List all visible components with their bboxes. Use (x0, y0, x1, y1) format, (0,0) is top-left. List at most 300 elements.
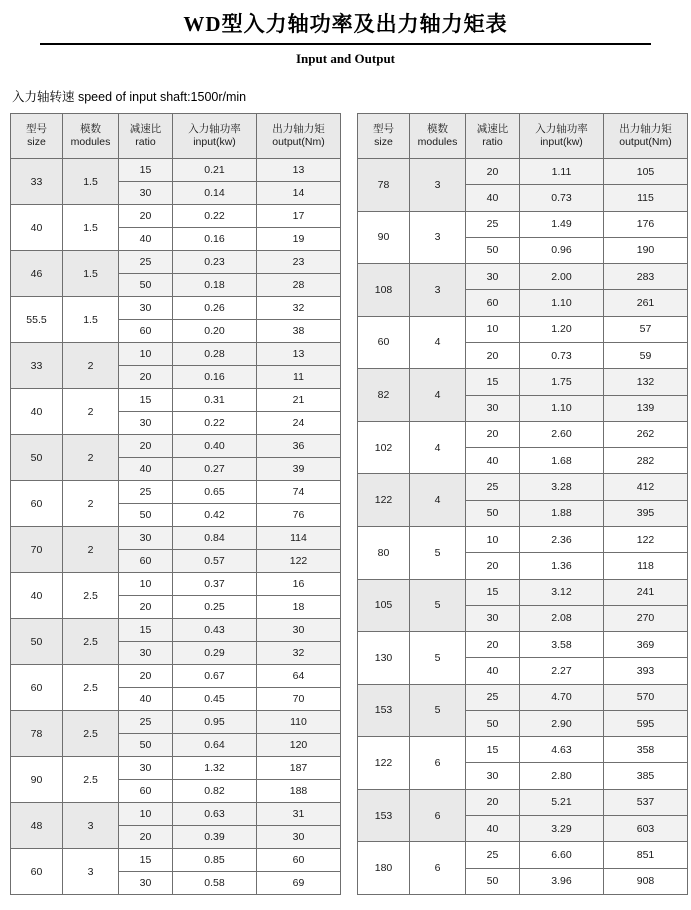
header-output (604, 114, 688, 159)
table-row (11, 757, 341, 780)
cell-ratio: 10 (119, 573, 173, 596)
cell-ratio: 25 (119, 251, 173, 274)
cell-ratio: 30 (119, 527, 173, 550)
left-spec-table (10, 113, 341, 895)
cell-input-kw: 3.58 (520, 632, 604, 658)
input-speed-note: 入力轴转速 speed of input shaft:1500r/min (12, 90, 247, 104)
cell-modules: 2.5 (63, 665, 119, 711)
cell-output-nm: 60 (257, 849, 341, 872)
cell-output-nm: 190 (604, 237, 688, 263)
cell-size: 60 (11, 481, 63, 527)
cell-modules: 6 (410, 789, 466, 842)
cell-input-kw: 0.42 (173, 504, 257, 527)
cell-size: 40 (11, 573, 63, 619)
cell-output-nm: 122 (604, 526, 688, 552)
header-size-en: size (374, 136, 393, 148)
header-ratio-en: ratio (482, 136, 503, 148)
table-row (358, 316, 688, 342)
cell-modules: 2.5 (63, 711, 119, 757)
header-size-en: size (27, 136, 46, 148)
cell-ratio: 10 (466, 526, 520, 552)
cell-size: 78 (11, 711, 63, 757)
table-row (11, 251, 341, 274)
cell-modules: 5 (410, 579, 466, 632)
cell-ratio: 60 (119, 780, 173, 803)
cell-modules: 5 (410, 684, 466, 737)
cell-modules: 4 (410, 421, 466, 474)
cell-output-nm: 11 (257, 366, 341, 389)
cell-ratio: 20 (119, 665, 173, 688)
cell-size: 55.5 (11, 297, 63, 343)
cell-output-nm: 393 (604, 658, 688, 684)
right-table-header (358, 114, 688, 159)
cell-ratio: 60 (119, 550, 173, 573)
cell-ratio: 60 (466, 290, 520, 316)
header-ratio-cn: 减速比 (476, 122, 509, 135)
cell-output-nm: 851 (604, 842, 688, 868)
cell-output-nm: 118 (604, 553, 688, 579)
left-table-header (11, 114, 341, 159)
cell-ratio: 20 (119, 826, 173, 849)
cell-modules: 1.5 (63, 205, 119, 251)
cell-output-nm: 187 (257, 757, 341, 780)
cell-output-nm: 395 (604, 500, 688, 526)
table-row (11, 849, 341, 872)
header-output-en: output(Nm) (272, 136, 325, 148)
cell-input-kw: 3.12 (520, 579, 604, 605)
cell-output-nm: 603 (604, 816, 688, 842)
cell-output-nm: 14 (257, 182, 341, 205)
cell-input-kw: 1.36 (520, 553, 604, 579)
header-ratio-en: ratio (135, 136, 156, 148)
cell-input-kw: 0.14 (173, 182, 257, 205)
cell-modules: 5 (410, 632, 466, 685)
table-row (11, 665, 341, 688)
cell-size: 33 (11, 343, 63, 389)
cell-size: 90 (11, 757, 63, 803)
cell-modules: 6 (410, 737, 466, 790)
cell-output-nm: 57 (604, 316, 688, 342)
cell-ratio: 15 (119, 389, 173, 412)
table-row (358, 842, 688, 868)
cell-size: 50 (11, 435, 63, 481)
cell-input-kw: 2.60 (520, 421, 604, 447)
table-row (11, 389, 341, 412)
cell-ratio: 50 (466, 868, 520, 894)
cell-output-nm: 105 (604, 159, 688, 185)
cell-output-nm: 70 (257, 688, 341, 711)
cell-modules: 4 (410, 369, 466, 422)
cell-size: 60 (11, 665, 63, 711)
cell-input-kw: 0.27 (173, 458, 257, 481)
cell-ratio: 25 (466, 684, 520, 710)
cell-output-nm: 30 (257, 619, 341, 642)
cell-size: 180 (358, 842, 410, 895)
cell-output-nm: 36 (257, 435, 341, 458)
table-row (11, 343, 341, 366)
cell-input-kw: 0.26 (173, 297, 257, 320)
table-row (11, 159, 341, 182)
page-title-cn: WD型入力轴功率及出力轴力矩表 (183, 12, 508, 36)
cell-output-nm: 110 (257, 711, 341, 734)
cell-ratio: 30 (119, 297, 173, 320)
cell-output-nm: 17 (257, 205, 341, 228)
cell-output-nm: 358 (604, 737, 688, 763)
table-row (358, 369, 688, 395)
cell-input-kw: 3.29 (520, 816, 604, 842)
cell-input-kw: 0.39 (173, 826, 257, 849)
cell-modules: 1.5 (63, 297, 119, 343)
header-output-cn: 出力轴力矩 (272, 122, 325, 135)
cell-input-kw: 0.45 (173, 688, 257, 711)
cell-modules: 5 (410, 526, 466, 579)
cell-output-nm: 69 (257, 872, 341, 895)
cell-ratio: 50 (119, 274, 173, 297)
cell-ratio: 10 (119, 343, 173, 366)
title-divider (40, 43, 651, 45)
cell-output-nm: 120 (257, 734, 341, 757)
right-spec-table (357, 113, 688, 895)
cell-input-kw: 1.49 (520, 211, 604, 237)
cell-ratio: 30 (466, 605, 520, 631)
cell-size: 60 (358, 316, 410, 369)
table-row (358, 526, 688, 552)
cell-ratio: 20 (466, 421, 520, 447)
cell-modules: 2 (63, 527, 119, 573)
cell-modules: 2 (63, 389, 119, 435)
cell-output-nm: 21 (257, 389, 341, 412)
cell-input-kw: 0.96 (520, 237, 604, 263)
cell-ratio: 30 (466, 763, 520, 789)
header-size-cn: 型号 (373, 122, 394, 135)
cell-ratio: 25 (466, 211, 520, 237)
header-input (173, 114, 257, 159)
cell-output-nm: 139 (604, 395, 688, 421)
cell-output-nm: 385 (604, 763, 688, 789)
cell-input-kw: 0.65 (173, 481, 257, 504)
cell-ratio: 25 (466, 474, 520, 500)
cell-size: 40 (11, 389, 63, 435)
cell-input-kw: 0.82 (173, 780, 257, 803)
cell-size: 50 (11, 619, 63, 665)
cell-output-nm: 13 (257, 159, 341, 182)
cell-modules: 1.5 (63, 159, 119, 205)
cell-input-kw: 0.23 (173, 251, 257, 274)
table-row (358, 264, 688, 290)
cell-input-kw: 0.95 (173, 711, 257, 734)
header-size-cn: 型号 (26, 122, 47, 135)
cell-output-nm: 32 (257, 642, 341, 665)
cell-input-kw: 6.60 (520, 842, 604, 868)
cell-size: 122 (358, 737, 410, 790)
cell-output-nm: 270 (604, 605, 688, 631)
cell-output-nm: 537 (604, 789, 688, 815)
cell-size: 46 (11, 251, 63, 297)
cell-size: 82 (358, 369, 410, 422)
cell-modules: 3 (410, 211, 466, 264)
cell-ratio: 30 (119, 412, 173, 435)
cell-output-nm: 241 (604, 579, 688, 605)
header-ratio (466, 114, 520, 159)
table-row (358, 684, 688, 710)
cell-modules: 3 (410, 264, 466, 317)
cell-input-kw: 0.22 (173, 412, 257, 435)
cell-modules: 2 (63, 435, 119, 481)
cell-size: 122 (358, 474, 410, 527)
cell-input-kw: 0.29 (173, 642, 257, 665)
header-modules-cn: 模数 (427, 122, 448, 135)
cell-size: 33 (11, 159, 63, 205)
header-modules-en: modules (417, 136, 458, 148)
title-block (0, 0, 691, 67)
header-input-en: input(kw) (193, 136, 236, 148)
table-row (358, 789, 688, 815)
cell-input-kw: 2.08 (520, 605, 604, 631)
table-row (358, 159, 688, 185)
cell-ratio: 40 (466, 816, 520, 842)
cell-output-nm: 59 (604, 342, 688, 368)
cell-ratio: 20 (466, 553, 520, 579)
cell-size: 70 (11, 527, 63, 573)
cell-output-nm: 32 (257, 297, 341, 320)
cell-output-nm: 74 (257, 481, 341, 504)
table-row (358, 737, 688, 763)
cell-output-nm: 76 (257, 504, 341, 527)
cell-input-kw: 1.75 (520, 369, 604, 395)
cell-size: 153 (358, 789, 410, 842)
cell-output-nm: 31 (257, 803, 341, 826)
cell-ratio: 30 (119, 182, 173, 205)
cell-size: 108 (358, 264, 410, 317)
cell-input-kw: 4.63 (520, 737, 604, 763)
table-row (11, 435, 341, 458)
cell-output-nm: 16 (257, 573, 341, 596)
header-modules-en: modules (70, 136, 111, 148)
header-input-en: input(kw) (540, 136, 583, 148)
cell-output-nm: 19 (257, 228, 341, 251)
cell-output-nm: 24 (257, 412, 341, 435)
cell-input-kw: 2.36 (520, 526, 604, 552)
cell-output-nm: 282 (604, 448, 688, 474)
cell-input-kw: 0.84 (173, 527, 257, 550)
cell-input-kw: 1.20 (520, 316, 604, 342)
cell-modules: 3 (410, 159, 466, 212)
cell-ratio: 30 (466, 264, 520, 290)
cell-output-nm: 176 (604, 211, 688, 237)
cell-input-kw: 4.70 (520, 684, 604, 710)
cell-input-kw: 0.21 (173, 159, 257, 182)
cell-output-nm: 283 (604, 264, 688, 290)
cell-ratio: 15 (466, 579, 520, 605)
cell-size: 153 (358, 684, 410, 737)
table-row (11, 711, 341, 734)
cell-output-nm: 595 (604, 710, 688, 736)
cell-input-kw: 1.11 (520, 159, 604, 185)
cell-ratio: 30 (466, 395, 520, 421)
table-row (11, 297, 341, 320)
cell-ratio: 25 (466, 842, 520, 868)
cell-output-nm: 570 (604, 684, 688, 710)
cell-ratio: 40 (466, 448, 520, 474)
cell-output-nm: 39 (257, 458, 341, 481)
cell-size: 130 (358, 632, 410, 685)
cell-input-kw: 5.21 (520, 789, 604, 815)
cell-size: 48 (11, 803, 63, 849)
cell-ratio: 50 (466, 710, 520, 736)
table-row (358, 211, 688, 237)
cell-input-kw: 0.37 (173, 573, 257, 596)
cell-ratio: 20 (119, 435, 173, 458)
cell-ratio: 10 (119, 803, 173, 826)
table-row (11, 481, 341, 504)
cell-modules: 6 (410, 842, 466, 895)
cell-input-kw: 3.28 (520, 474, 604, 500)
cell-input-kw: 0.73 (520, 342, 604, 368)
page-title-en: Input and Output (296, 51, 395, 66)
cell-modules: 2.5 (63, 573, 119, 619)
cell-input-kw: 0.73 (520, 185, 604, 211)
right-table-body (358, 159, 688, 895)
cell-output-nm: 114 (257, 527, 341, 550)
header-output-en: output(Nm) (619, 136, 672, 148)
cell-output-nm: 64 (257, 665, 341, 688)
table-row (358, 474, 688, 500)
table-row (11, 573, 341, 596)
cell-input-kw: 2.80 (520, 763, 604, 789)
cell-output-nm: 18 (257, 596, 341, 619)
cell-output-nm: 369 (604, 632, 688, 658)
left-table-body (11, 159, 341, 895)
cell-input-kw: 3.96 (520, 868, 604, 894)
header-ratio (119, 114, 173, 159)
cell-input-kw: 1.68 (520, 448, 604, 474)
cell-output-nm: 122 (257, 550, 341, 573)
cell-ratio: 30 (119, 642, 173, 665)
cell-size: 60 (11, 849, 63, 895)
cell-input-kw: 0.16 (173, 366, 257, 389)
cell-size: 90 (358, 211, 410, 264)
cell-modules: 1.5 (63, 251, 119, 297)
cell-input-kw: 1.10 (520, 395, 604, 421)
cell-ratio: 30 (119, 872, 173, 895)
cell-input-kw: 1.32 (173, 757, 257, 780)
table-row (358, 579, 688, 605)
cell-modules: 4 (410, 474, 466, 527)
cell-input-kw: 0.43 (173, 619, 257, 642)
cell-input-kw: 1.88 (520, 500, 604, 526)
header-output (257, 114, 341, 159)
header-size (358, 114, 410, 159)
cell-input-kw: 0.63 (173, 803, 257, 826)
cell-output-nm: 908 (604, 868, 688, 894)
cell-output-nm: 13 (257, 343, 341, 366)
cell-ratio: 20 (466, 159, 520, 185)
header-modules (63, 114, 119, 159)
cell-output-nm: 38 (257, 320, 341, 343)
cell-input-kw: 0.57 (173, 550, 257, 573)
cell-output-nm: 115 (604, 185, 688, 211)
cell-ratio: 25 (119, 481, 173, 504)
cell-input-kw: 2.27 (520, 658, 604, 684)
cell-input-kw: 0.25 (173, 596, 257, 619)
cell-input-kw: 0.22 (173, 205, 257, 228)
cell-ratio: 40 (466, 185, 520, 211)
header-input-cn: 入力轴功率 (535, 122, 588, 135)
cell-ratio: 15 (119, 619, 173, 642)
tables-container (0, 113, 691, 895)
cell-input-kw: 0.16 (173, 228, 257, 251)
cell-modules: 3 (63, 849, 119, 895)
cell-ratio: 15 (466, 369, 520, 395)
cell-output-nm: 23 (257, 251, 341, 274)
cell-input-kw: 0.85 (173, 849, 257, 872)
cell-input-kw: 0.20 (173, 320, 257, 343)
cell-ratio: 20 (466, 632, 520, 658)
cell-ratio: 20 (119, 205, 173, 228)
header-modules-cn: 模数 (80, 122, 101, 135)
cell-size: 78 (358, 159, 410, 212)
table-row (11, 619, 341, 642)
cell-ratio: 20 (119, 596, 173, 619)
cell-ratio: 50 (119, 734, 173, 757)
cell-input-kw: 0.67 (173, 665, 257, 688)
cell-ratio: 30 (119, 757, 173, 780)
cell-ratio: 50 (119, 504, 173, 527)
cell-ratio: 20 (466, 789, 520, 815)
table-row (11, 803, 341, 826)
cell-ratio: 40 (119, 228, 173, 251)
cell-ratio: 15 (466, 737, 520, 763)
header-input (520, 114, 604, 159)
cell-ratio: 40 (119, 688, 173, 711)
cell-modules: 4 (410, 316, 466, 369)
cell-input-kw: 0.40 (173, 435, 257, 458)
table-row (358, 632, 688, 658)
cell-output-nm: 188 (257, 780, 341, 803)
cell-ratio: 50 (466, 237, 520, 263)
cell-ratio: 20 (119, 366, 173, 389)
cell-output-nm: 261 (604, 290, 688, 316)
cell-modules: 3 (63, 803, 119, 849)
cell-ratio: 15 (119, 849, 173, 872)
header-ratio-cn: 减速比 (129, 122, 162, 135)
cell-output-nm: 30 (257, 826, 341, 849)
cell-output-nm: 132 (604, 369, 688, 395)
cell-output-nm: 262 (604, 421, 688, 447)
header-modules (410, 114, 466, 159)
table-row (11, 527, 341, 550)
cell-ratio: 60 (119, 320, 173, 343)
cell-size: 40 (11, 205, 63, 251)
cell-input-kw: 2.90 (520, 710, 604, 736)
cell-size: 102 (358, 421, 410, 474)
cell-input-kw: 2.00 (520, 264, 604, 290)
cell-modules: 2.5 (63, 757, 119, 803)
cell-input-kw: 0.18 (173, 274, 257, 297)
cell-output-nm: 28 (257, 274, 341, 297)
table-row (11, 205, 341, 228)
cell-modules: 2 (63, 481, 119, 527)
cell-ratio: 15 (119, 159, 173, 182)
cell-ratio: 20 (466, 342, 520, 368)
header-output-cn: 出力轴力矩 (619, 122, 672, 135)
cell-input-kw: 0.31 (173, 389, 257, 412)
header-input-cn: 入力轴功率 (188, 122, 241, 135)
header-size (11, 114, 63, 159)
cell-input-kw: 1.10 (520, 290, 604, 316)
cell-ratio: 25 (119, 711, 173, 734)
cell-ratio: 10 (466, 316, 520, 342)
